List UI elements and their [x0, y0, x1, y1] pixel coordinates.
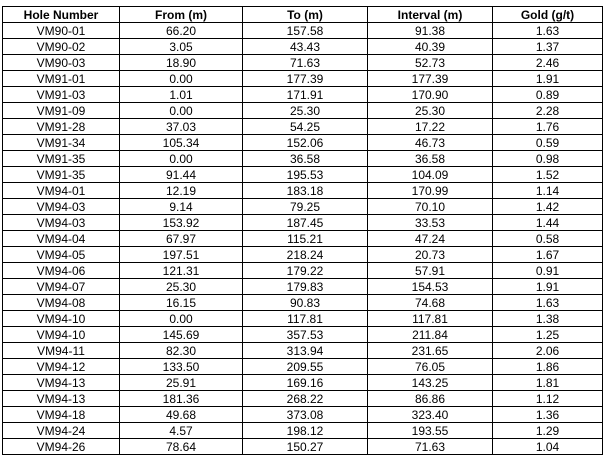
to-cell: 218.24 [243, 247, 368, 263]
to-cell: 183.18 [243, 183, 368, 199]
interval-cell: 40.39 [368, 39, 493, 55]
gold-cell: 1.67 [493, 247, 603, 263]
gold-cell: 0.89 [493, 87, 603, 103]
table-row [3, 119, 603, 135]
hole-number-cell: VM94-03 [3, 215, 120, 231]
gold-cell: 0.58 [493, 231, 603, 247]
interval-cell: 193.55 [368, 423, 493, 439]
table-row [3, 103, 603, 119]
table-row [3, 423, 603, 439]
from-cell: 181.36 [120, 391, 243, 407]
gold-cell: 1.52 [493, 167, 603, 183]
table-row [3, 151, 603, 167]
table-row [3, 359, 603, 375]
table-row [3, 183, 603, 199]
gold-cell: 1.42 [493, 199, 603, 215]
table-row [3, 39, 603, 55]
to-cell: 43.43 [243, 39, 368, 55]
gold-cell: 1.04 [493, 439, 603, 455]
drill-results-table [2, 6, 603, 455]
gold-cell: 0.98 [493, 151, 603, 167]
interval-cell: 71.63 [368, 439, 493, 455]
interval-cell: 211.84 [368, 327, 493, 343]
table-row [3, 295, 603, 311]
hole-number-cell: VM94-13 [3, 375, 120, 391]
from-cell: 37.03 [120, 119, 243, 135]
table-row [3, 23, 603, 39]
gold-cell: 2.06 [493, 343, 603, 359]
to-cell: 171.91 [243, 87, 368, 103]
header-to: To (m) [243, 7, 368, 23]
to-cell: 209.55 [243, 359, 368, 375]
interval-cell: 177.39 [368, 71, 493, 87]
from-cell: 67.97 [120, 231, 243, 247]
interval-cell: 86.86 [368, 391, 493, 407]
to-cell: 152.06 [243, 135, 368, 151]
gold-cell: 1.25 [493, 327, 603, 343]
hole-number-cell: VM94-12 [3, 359, 120, 375]
interval-cell: 170.90 [368, 87, 493, 103]
gold-cell: 2.46 [493, 55, 603, 71]
interval-cell: 170.99 [368, 183, 493, 199]
table-row [3, 167, 603, 183]
to-cell: 179.22 [243, 263, 368, 279]
hole-number-cell: VM94-24 [3, 423, 120, 439]
hole-number-cell: VM91-03 [3, 87, 120, 103]
gold-cell: 1.36 [493, 407, 603, 423]
hole-number-cell: VM91-35 [3, 167, 120, 183]
interval-cell: 20.73 [368, 247, 493, 263]
hole-number-cell: VM94-01 [3, 183, 120, 199]
hole-number-cell: VM94-08 [3, 295, 120, 311]
to-cell: 150.27 [243, 439, 368, 455]
from-cell: 4.57 [120, 423, 243, 439]
table-header-row [3, 7, 603, 23]
table-row [3, 391, 603, 407]
to-cell: 187.45 [243, 215, 368, 231]
hole-number-cell: VM91-09 [3, 103, 120, 119]
hole-number-cell: VM94-11 [3, 343, 120, 359]
interval-cell: 117.81 [368, 311, 493, 327]
interval-cell: 74.68 [368, 295, 493, 311]
hole-number-cell: VM94-26 [3, 439, 120, 455]
table-row [3, 247, 603, 263]
hole-number-cell: VM94-18 [3, 407, 120, 423]
table-row [3, 439, 603, 455]
to-cell: 198.12 [243, 423, 368, 439]
interval-cell: 33.53 [368, 215, 493, 231]
from-cell: 66.20 [120, 23, 243, 39]
interval-cell: 143.25 [368, 375, 493, 391]
table-row [3, 343, 603, 359]
from-cell: 3.05 [120, 39, 243, 55]
gold-cell: 1.14 [493, 183, 603, 199]
hole-number-cell: VM91-34 [3, 135, 120, 151]
interval-cell: 57.91 [368, 263, 493, 279]
hole-number-cell: VM91-35 [3, 151, 120, 167]
from-cell: 0.00 [120, 311, 243, 327]
from-cell: 0.00 [120, 71, 243, 87]
header-gold: Gold (g/t) [493, 7, 603, 23]
hole-number-cell: VM90-02 [3, 39, 120, 55]
gold-cell: 1.91 [493, 71, 603, 87]
table-row [3, 87, 603, 103]
to-cell: 268.22 [243, 391, 368, 407]
gold-cell: 1.76 [493, 119, 603, 135]
table-row [3, 407, 603, 423]
from-cell: 49.68 [120, 407, 243, 423]
gold-cell: 1.63 [493, 295, 603, 311]
to-cell: 195.53 [243, 167, 368, 183]
table-row [3, 231, 603, 247]
interval-cell: 36.58 [368, 151, 493, 167]
interval-cell: 104.09 [368, 167, 493, 183]
table-row [3, 135, 603, 151]
from-cell: 0.00 [120, 151, 243, 167]
gold-cell: 1.37 [493, 39, 603, 55]
to-cell: 357.53 [243, 327, 368, 343]
hole-number-cell: VM94-05 [3, 247, 120, 263]
interval-cell: 47.24 [368, 231, 493, 247]
from-cell: 16.15 [120, 295, 243, 311]
gold-cell: 1.86 [493, 359, 603, 375]
header-interval: Interval (m) [368, 7, 493, 23]
hole-number-cell: VM94-10 [3, 311, 120, 327]
to-cell: 115.21 [243, 231, 368, 247]
from-cell: 9.14 [120, 199, 243, 215]
hole-number-cell: VM91-01 [3, 71, 120, 87]
from-cell: 0.00 [120, 103, 243, 119]
table-row [3, 199, 603, 215]
interval-cell: 17.22 [368, 119, 493, 135]
table-row [3, 71, 603, 87]
to-cell: 177.39 [243, 71, 368, 87]
from-cell: 25.30 [120, 279, 243, 295]
hole-number-cell: VM90-03 [3, 55, 120, 71]
table-row [3, 311, 603, 327]
header-from: From (m) [120, 7, 243, 23]
table-row [3, 375, 603, 391]
interval-cell: 154.53 [368, 279, 493, 295]
gold-cell: 2.28 [493, 103, 603, 119]
hole-number-cell: VM94-03 [3, 199, 120, 215]
gold-cell: 1.38 [493, 311, 603, 327]
from-cell: 153.92 [120, 215, 243, 231]
interval-cell: 76.05 [368, 359, 493, 375]
table-row [3, 263, 603, 279]
hole-number-cell: VM94-06 [3, 263, 120, 279]
from-cell: 145.69 [120, 327, 243, 343]
from-cell: 12.19 [120, 183, 243, 199]
hole-number-cell: VM90-01 [3, 23, 120, 39]
from-cell: 121.31 [120, 263, 243, 279]
table-body [3, 23, 603, 455]
from-cell: 1.01 [120, 87, 243, 103]
interval-cell: 231.65 [368, 343, 493, 359]
to-cell: 179.83 [243, 279, 368, 295]
hole-number-cell: VM94-07 [3, 279, 120, 295]
from-cell: 18.90 [120, 55, 243, 71]
gold-cell: 1.29 [493, 423, 603, 439]
gold-cell: 0.91 [493, 263, 603, 279]
hole-number-cell: VM94-13 [3, 391, 120, 407]
to-cell: 25.30 [243, 103, 368, 119]
to-cell: 36.58 [243, 151, 368, 167]
table-row [3, 279, 603, 295]
table-row [3, 55, 603, 71]
gold-cell: 1.44 [493, 215, 603, 231]
table-row [3, 215, 603, 231]
to-cell: 157.58 [243, 23, 368, 39]
to-cell: 373.08 [243, 407, 368, 423]
to-cell: 313.94 [243, 343, 368, 359]
interval-cell: 323.40 [368, 407, 493, 423]
to-cell: 169.16 [243, 375, 368, 391]
hole-number-cell: VM91-28 [3, 119, 120, 135]
from-cell: 105.34 [120, 135, 243, 151]
from-cell: 25.91 [120, 375, 243, 391]
to-cell: 117.81 [243, 311, 368, 327]
gold-cell: 1.81 [493, 375, 603, 391]
hole-number-cell: VM94-04 [3, 231, 120, 247]
to-cell: 54.25 [243, 119, 368, 135]
from-cell: 197.51 [120, 247, 243, 263]
hole-number-cell: VM94-10 [3, 327, 120, 343]
gold-cell: 1.12 [493, 391, 603, 407]
from-cell: 133.50 [120, 359, 243, 375]
interval-cell: 25.30 [368, 103, 493, 119]
table-row [3, 327, 603, 343]
interval-cell: 70.10 [368, 199, 493, 215]
to-cell: 71.63 [243, 55, 368, 71]
interval-cell: 52.73 [368, 55, 493, 71]
gold-cell: 1.63 [493, 23, 603, 39]
from-cell: 91.44 [120, 167, 243, 183]
to-cell: 79.25 [243, 199, 368, 215]
gold-cell: 0.59 [493, 135, 603, 151]
interval-cell: 46.73 [368, 135, 493, 151]
from-cell: 78.64 [120, 439, 243, 455]
interval-cell: 91.38 [368, 23, 493, 39]
from-cell: 82.30 [120, 343, 243, 359]
gold-cell: 1.91 [493, 279, 603, 295]
header-hole-number: Hole Number [3, 7, 120, 23]
to-cell: 90.83 [243, 295, 368, 311]
